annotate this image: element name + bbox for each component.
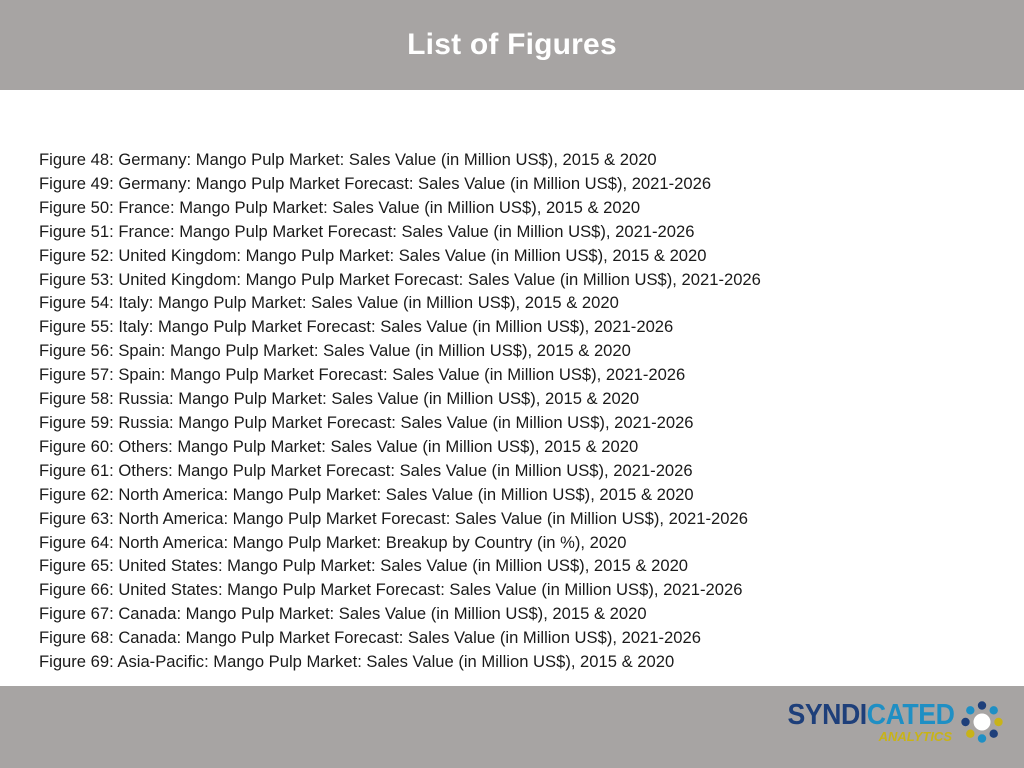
- figure-list: [39, 148, 761, 674]
- figure-item: Figure 57: Spain: Mango Pulp Market Forecast: Sales Value (in Million US$), 2021-2026: [39, 365, 686, 385]
- figure-item: Figure 60: Others: Mango Pulp Market: Sales Value (in Million US$), 2015 & 2020: [39, 436, 639, 456]
- figure-item: Figure 69: Asia-Pacific: Mango Pulp Market: Sales Value (in Million US$), 2015 & 2020: [39, 652, 675, 672]
- logo-text-part2: CATED: [866, 699, 954, 731]
- footer-bar: [0, 686, 1024, 768]
- figure-item: Figure 58: Russia: Mango Pulp Market: Sales Value (in Million US$), 2015 & 2020: [39, 389, 640, 409]
- figure-item: Figure 67: Canada: Mango Pulp Market: Sales Value (in Million US$), 2015 & 2020: [39, 604, 647, 624]
- page-title: List of Figures: [407, 28, 617, 61]
- logo-subtext: ANALYTICS: [878, 729, 952, 744]
- figure-item: Figure 49: Germany: Mango Pulp Market Forecast: Sales Value (in Million US$), 2021-2026: [39, 173, 712, 193]
- company-logo: [773, 700, 1004, 744]
- figure-item: Figure 48: Germany: Mango Pulp Market: Sales Value (in Million US$), 2015 & 2020: [39, 150, 657, 169]
- figure-item: Figure 52: United Kingdom: Mango Pulp Market: Sales Value (in Million US$), 2015 & 2020: [39, 245, 707, 265]
- figure-item: Figure 54: Italy: Mango Pulp Market: Sales Value (in Million US$), 2015 & 2020: [39, 293, 619, 313]
- syndicated-analytics-logo-icon: [960, 700, 1004, 744]
- figure-item: Figure 61: Others: Mango Pulp Market Forecast: Sales Value (in Million US$), 2021-2026: [39, 460, 693, 480]
- header-bar: [0, 0, 1024, 90]
- figure-item: Figure 64: North America: Mango Pulp Market: Breakup by Country (in %), 2020: [39, 532, 627, 552]
- logo-main-text: [787, 700, 954, 730]
- figure-item: Figure 65: United States: Mango Pulp Market: Sales Value (in Million US$), 2015 & 2020: [39, 556, 689, 576]
- logo-wordmark: [773, 700, 954, 744]
- figure-item: Figure 55: Italy: Mango Pulp Market Forecast: Sales Value (in Million US$), 2021-2026: [39, 317, 674, 337]
- figure-item: Figure 63: North America: Mango Pulp Market Forecast: Sales Value (in Million US$), 2021-2026: [39, 508, 748, 528]
- figure-item: Figure 56: Spain: Mango Pulp Market: Sales Value (in Million US$), 2015 & 2020: [39, 341, 631, 361]
- figure-item: Figure 50: France: Mango Pulp Market: Sales Value (in Million US$), 2015 & 2020: [39, 197, 641, 217]
- figure-item: Figure 66: United States: Mango Pulp Market Forecast: Sales Value (in Million US$), 2021-2026: [39, 580, 743, 600]
- figure-item: Figure 51: France: Mango Pulp Market Forecast: Sales Value (in Million US$), 2021-2026: [39, 221, 695, 241]
- figure-item: Figure 62: North America: Mango Pulp Market: Sales Value (in Million US$), 2015 & 2020: [39, 484, 694, 504]
- logo-text-part1: SYNDI: [787, 699, 867, 731]
- figure-item: Figure 59: Russia: Mango Pulp Market Forecast: Sales Value (in Million US$), 2021-2026: [39, 412, 694, 432]
- figure-item: Figure 68: Canada: Mango Pulp Market Forecast: Sales Value (in Million US$), 2021-2026: [39, 628, 701, 648]
- figure-item: Figure 53: United Kingdom: Mango Pulp Market Forecast: Sales Value (in Million US$), 2021-2026: [39, 269, 761, 289]
